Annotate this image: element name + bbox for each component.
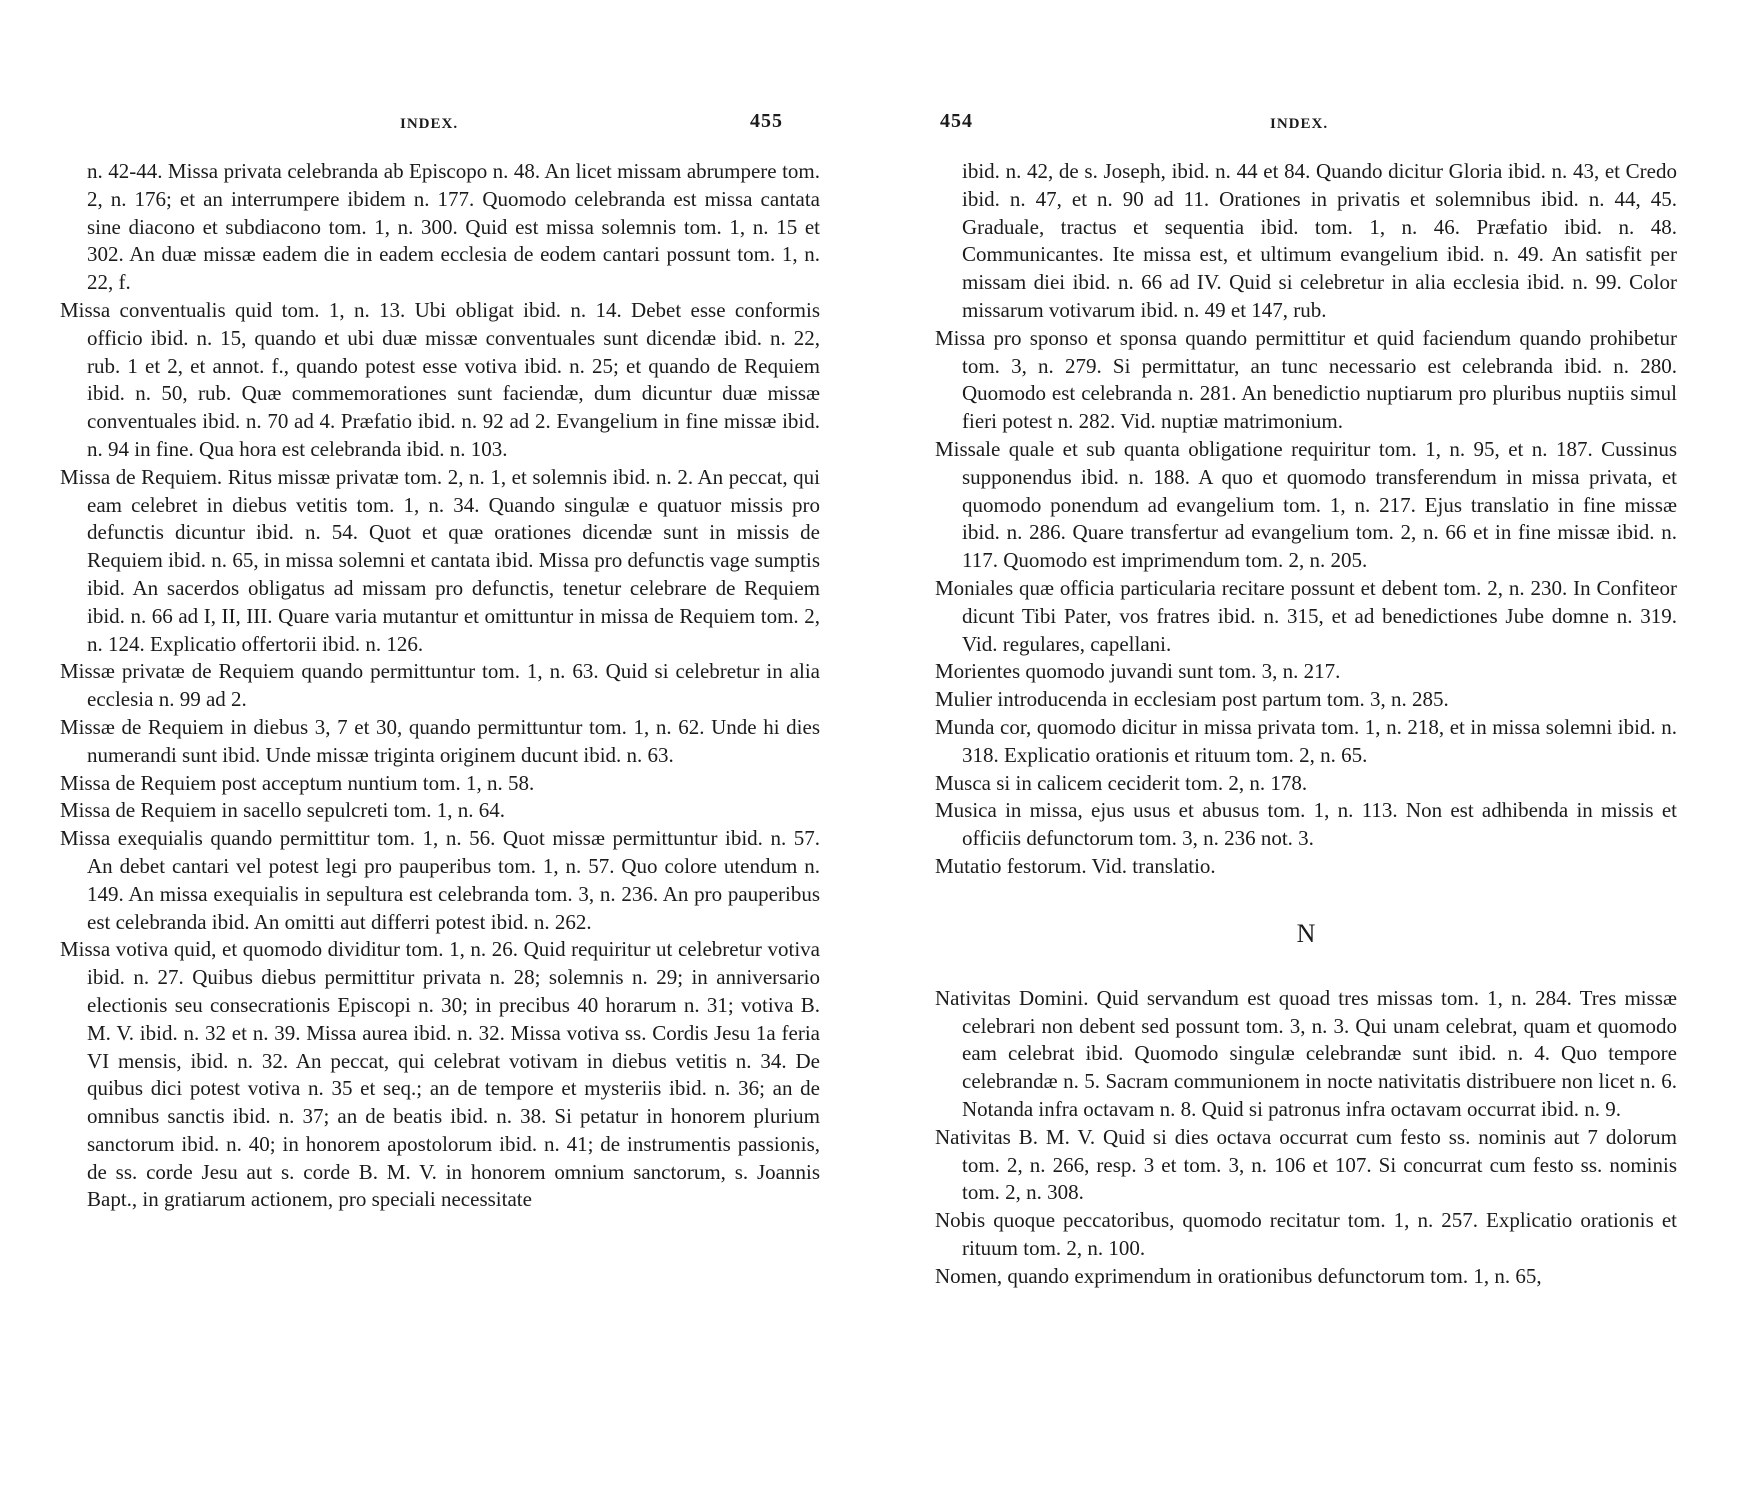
running-head: INDEX. [400, 116, 459, 132]
index-entry: Missæ de Requiem in diebus 3, 7 et 30, quando permittuntur tom. 1, n. 62. Unde hi dies numerandi sunt ibid. Unde missæ triginta originem ducunt ibid. n. 63. [60, 714, 820, 767]
index-entry-continued: n. 42-44. Missa privata celebranda ab Episcopo n. 48. An licet missam abrumpere tom. 2, n. 176; et an interrumpere ibidem n. 177. Quomodo celebranda est missa cantata sine diacono et subdiacono tom. 1, n. 300. Quid est missa solemnis tom. 1, n. 15 et 302. An duæ missæ eadem die in eadem ecclesia de eodem cantari possunt tom. 1, n. 22, f. [87, 159, 820, 295]
index-entry: Musica in missa, ejus usus et abusus tom. 1, n. 113. Non est adhibenda in missis et officiis defunctorum tom. 3, n. 236 not. 3. [935, 798, 1677, 851]
page-number: 455 [750, 110, 783, 132]
index-entry: Mulier introducenda in ecclesiam post partum tom. 3, n. 285. [935, 687, 1449, 712]
index-entry: Missa conventualis quid tom. 1, n. 13. Ubi obligat ibid. n. 14. Debet esse conformis officio ibid. n. 15, quando et ubi duæ missæ conventuales sunt dicendæ ibid. n. 22, rub. 1 et 2, et annot. f., quando potest esse votiva ibid. n. 25; et quando de Requiem ibid. n. 50, rub. Quæ commemorationes sunt faciendæ, dum dicuntur duæ missæ conventuales ibid. n. 70 ad 4. Præfatio ibid. n. 92 ad 2. Evangelium in fine missæ ibid. n. 94 in fine. Qua hora est celebranda ibid. n. 103. [60, 297, 820, 461]
section-letter-heading: N [1296, 918, 1316, 948]
index-entry: Musca si in calicem ceciderit tom. 2, n. 178. [935, 770, 1308, 795]
index-entry: Missa pro sponso et sponsa quando permittitur et quid faciendum quando prohibetur tom. 3, n. 279. Si permittatur, an tunc necessario est celebranda ibid. n. 280. Quomodo est celebranda n. 281. An benedictio nuptiarum pro pluribus nuptiis simul fieri potest n. 282. Vid. nuptiæ matrimonium. [935, 325, 1677, 434]
right-page [935, 0, 1677, 1500]
index-entry-continued: ibid. n. 42, de s. Joseph, ibid. n. 44 et 84. Quando dicitur Gloria ibid. n. 43, et Credo ibid. n. 47, et n. 90 ad 11. Orationes in privatis et solemnibus ibid. n. 44, 45. Graduale, tractus et sequentia ibid. tom. 1, n. 46. Præfatio ibid. n. 48. Communicantes. Ite missa est, et ultimum evangelium ibid. n. 49. An satisfit per missam diei ibid. n. 66 ad IV. Quid si celebretur in alia ecclesia ibid. n. 99. Color missarum votivarum ibid. n. 49 et 147, rub. [962, 159, 1677, 322]
index-entry: Missæ privatæ de Requiem quando permittuntur tom. 1, n. 63. Quid si celebretur in alia ecclesia n. 99 ad 2. [60, 659, 820, 712]
left-page [60, 0, 820, 1500]
index-entry: Morientes quomodo juvandi sunt tom. 3, n. 217. [935, 659, 1341, 684]
index-entry: Missa votiva quid, et quomodo dividitur tom. 1, n. 26. Quid requiritur ut celebretur votiva ibid. n. 27. Quibus diebus permittitur privata n. 28; solemnis n. 29; in anniversario electionis seu consecrationis Episcopi n. 30; in precibus 40 horarum n. 31; votiva B. M. V. ibid. n. 32 et n. 39. Missa aurea ibid. n. 32. Missa votiva ss. Cordis Jesu 1a feria VI mensis, ibid. n. 32. An peccat, qui celebrat votivam in diebus vetitis n. 34. De quibus dici potest votiva n. 35 et seq.; an de tempore et mysteriis ibid. n. 36; an de omnibus sanctis ibid. n. 37; an de beatis ibid. n. 38. Si petatur in honorem plurium sanctorum ibid. n. 40; in honorem apostolorum ibid. n. 41; de instrumentis passionis, de ss. corde Jesu aut s. corde B. M. V. in honorem omnium sanctorum, s. Joannis Bapt., in gratiarum actionem, pro speciali necessitate [60, 937, 820, 1212]
index-entry: Missa exequialis quando permittitur tom. 1, n. 56. Quot missæ permittuntur ibid. n. 57. An debet cantari vel potest legi pro pauperibus tom. 1, n. 57. Quo colore utendum n. 149. An missa exequialis in sepultura est celebranda tom. 3, n. 236. An pro pauperibus est celebranda ibid. An omitti aut differri potest ibid. n. 262. [60, 826, 820, 934]
running-head: INDEX. [1270, 116, 1329, 132]
index-entry: Nativitas Domini. Quid servandum est quoad tres missas tom. 1, n. 284. Tres missæ celebrari non debent sed possunt tom. 3, n. 3. Qui unam celebrat, quam et quomodo eam celebrat ibid. Quomodo singulæ celebrandæ sunt ibid. n. 4. Quo tempore celebrandæ n. 5. Sacram communionem in nocte nativitatis distribuere non licet n. 6. Notanda infra octavam n. 8. Quid si patronus infra octavam occurrat ibid. n. 9. [935, 985, 1677, 1121]
index-entry: Mutatio festorum. Vid. translatio. [935, 853, 1216, 878]
index-entry: Moniales quæ officia particularia recitare possunt et debent tom. 2, n. 230. In Confiteor dicunt Tibi Pater, vos fratres ibid. n. 315, et ad benedictiones Jube domne n. 319. Vid. regulares, capellani. [935, 575, 1677, 656]
left-running-header [60, 108, 820, 144]
index-entry: Missa de Requiem in sacello sepulcreti tom. 1, n. 64. [60, 798, 505, 823]
page-number: 454 [940, 110, 973, 132]
index-entry: Nativitas B. M. V. Quid si dies octava occurrat cum festo ss. nominis aut 7 dolorum tom. 2, n. 266, resp. 3 et tom. 3, n. 106 et 107. Si concurrat cum festo ss. nominis tom. 2, n. 308. [935, 1124, 1677, 1205]
index-entry: Munda cor, quomodo dicitur in missa privata tom. 1, n. 218, et in missa solemni ibid. n. 318. Explicatio orationis et rituum tom. 2, n. 65. [935, 714, 1677, 767]
index-entry: Missa de Requiem. Ritus missæ privatæ tom. 2, n. 1, et solemnis ibid. n. 2. An peccat, qui eam celebret in diebus vetitis tom. 1, n. 34. Quando singulæ e quatuor missis pro defunctis dicuntur ibid. n. 54. Quot et quæ orationes dicendæ sunt in missis de Requiem ibid. n. 65, in missa solemni et cantata ibid. Missa pro defunctis vage sumptis ibid. An sacerdos obligatus ad missam pro defunctis, tenetur celebrare de Requiem ibid. n. 66 ad I, II, III. Quare varia mutantur et omittuntur in missa de Requiem tom. 2, n. 124. Explicatio offertorii ibid. n. 126. [60, 464, 820, 656]
right-index-entries [935, 158, 1677, 1290]
index-entry: Missale quale et sub quanta obligatione requiritur tom. 1, n. 95, et n. 187. Cussinus supponendus ibid. n. 188. A quo et quomodo transferendum in missa privata, et quomodo ponendum ad evangelium tom. 1, n. 217. Ejus translatio in fine missæ ibid. n. 286. Quare transfertur ad evangelium tom. 2, n. 66 et in fine missæ ibid. n. 117. Quomodo est imprimendum tom. 2, n. 205. [935, 436, 1677, 573]
index-entry: Missa de Requiem post acceptum nuntium tom. 1, n. 58. [60, 770, 535, 795]
index-entry: Nomen, quando exprimendum in orationibus defunctorum tom. 1, n. 65, [935, 1263, 1542, 1288]
index-entry: Nobis quoque peccatoribus, quomodo recitatur tom. 1, n. 257. Explicatio orationis et rituum tom. 2, n. 100. [935, 1208, 1677, 1260]
left-index-entries [60, 158, 820, 1214]
right-running-header [935, 108, 1677, 144]
